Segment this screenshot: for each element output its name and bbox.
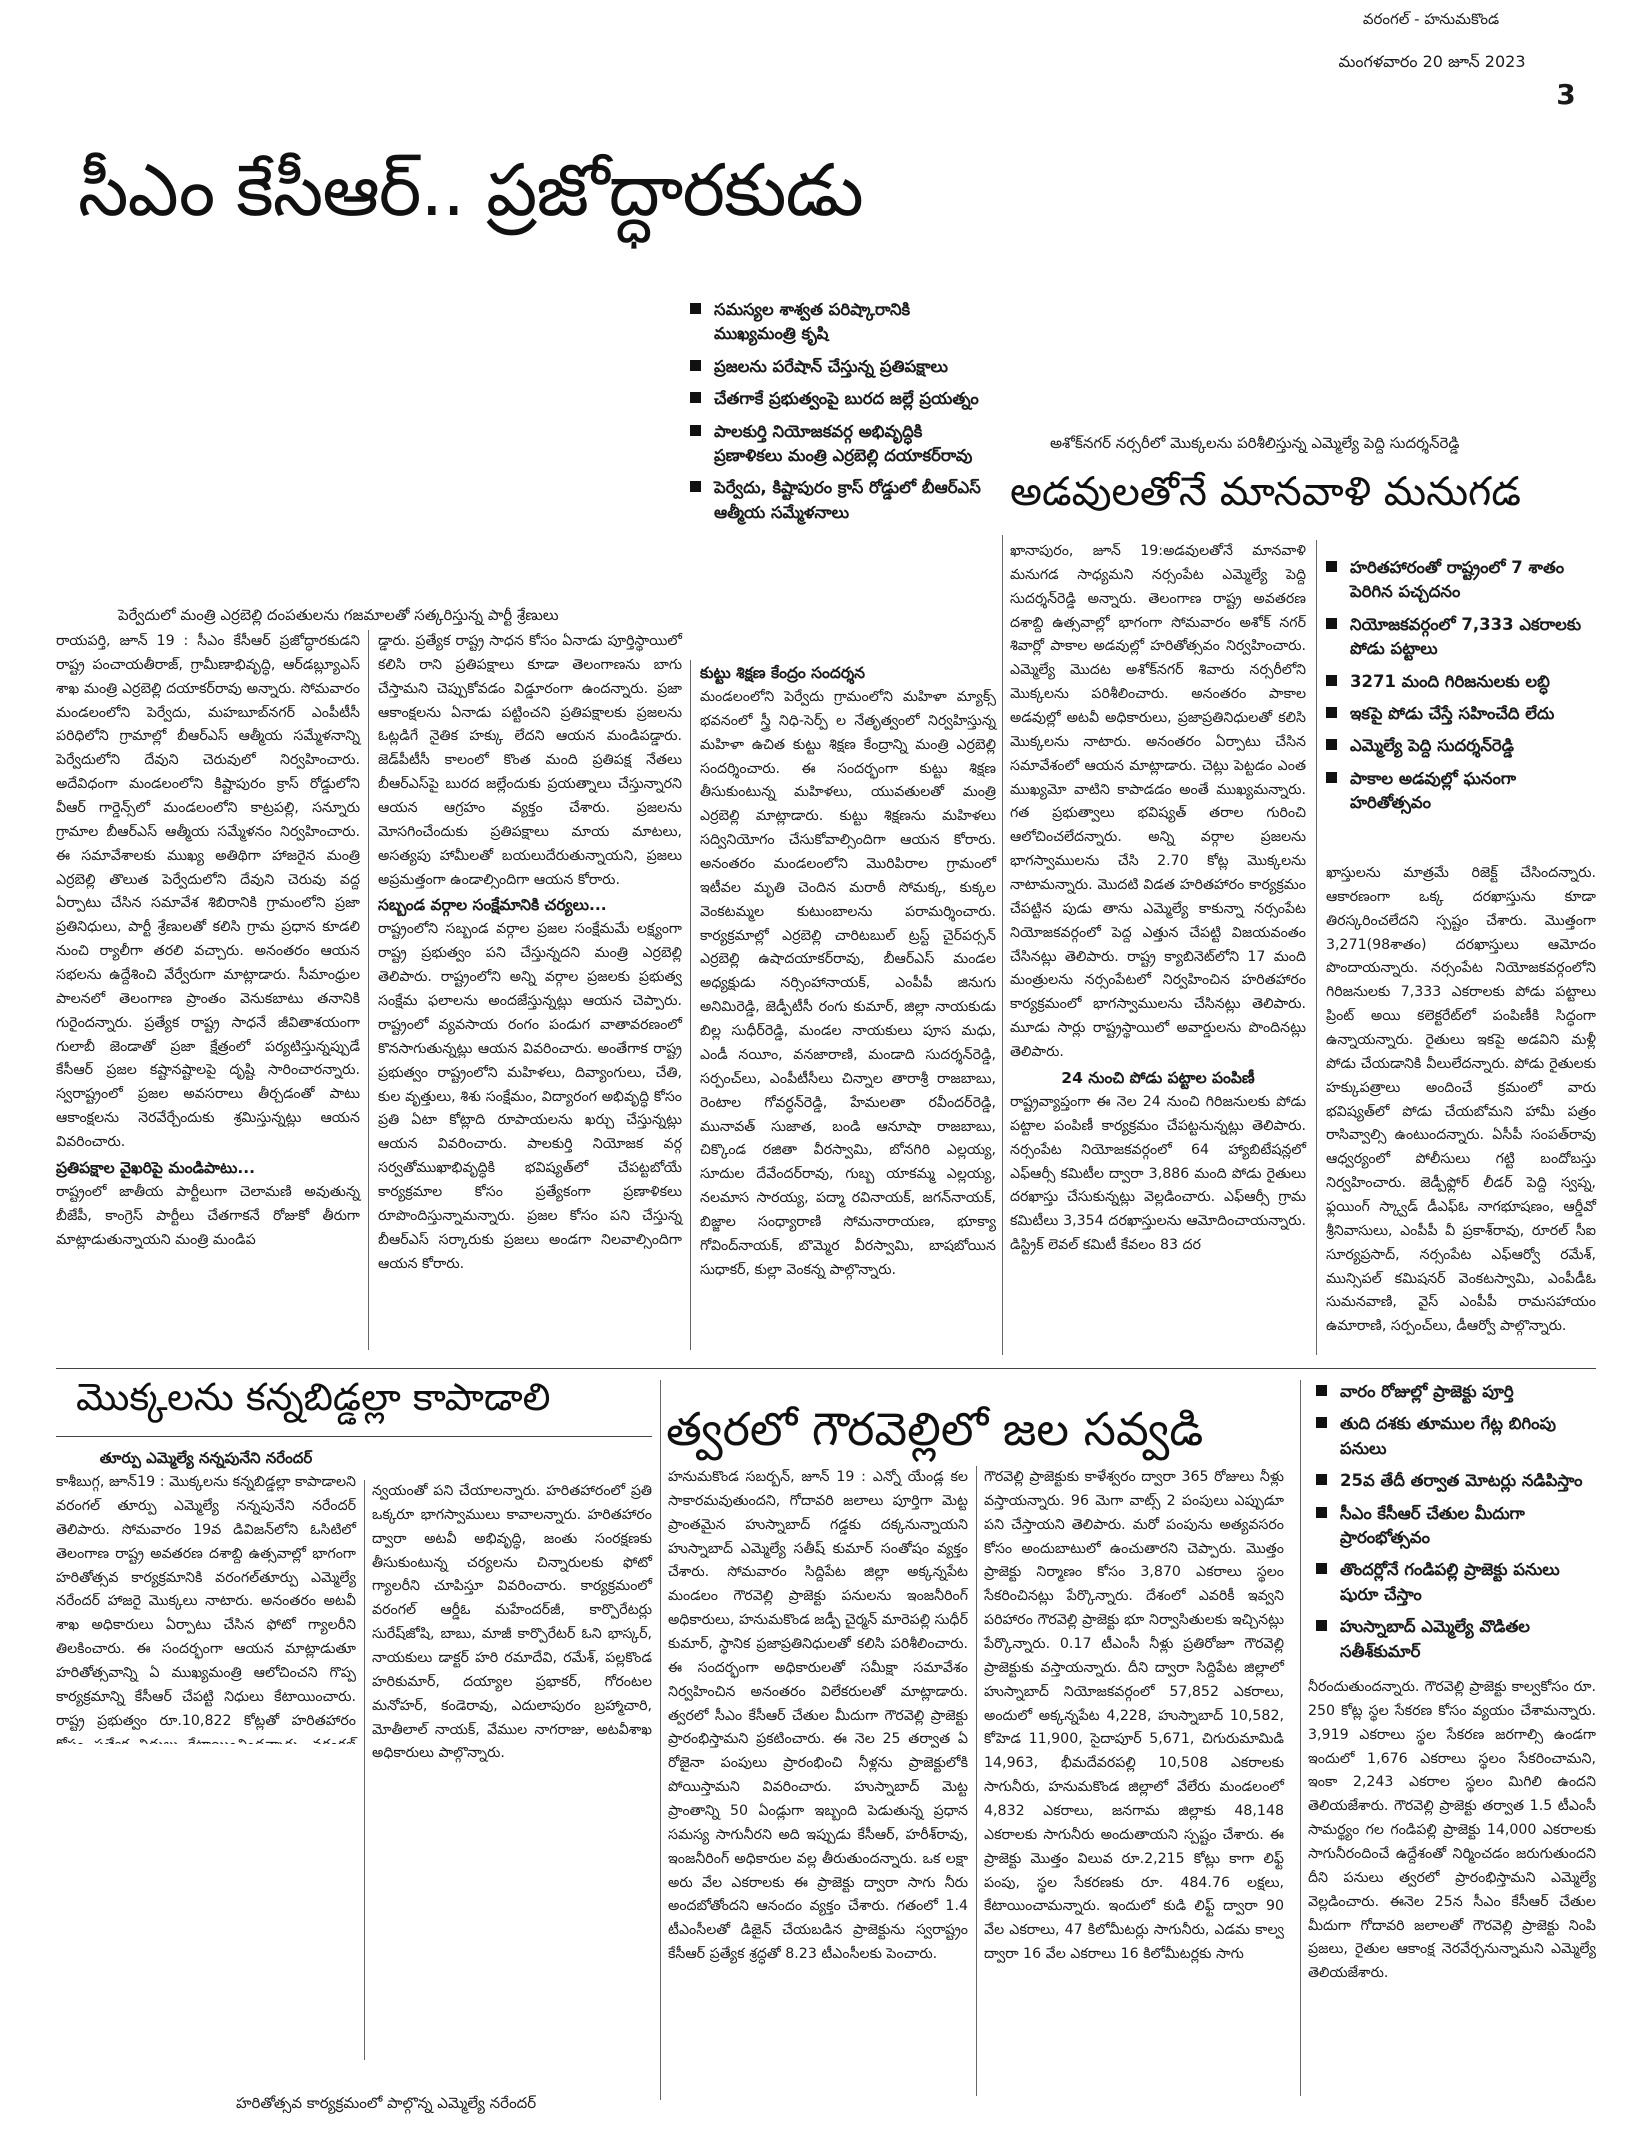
highlight-item: సీఎం కేసీఆర్ చేతుల మీదుగా ప్రారంభోత్సవం [1316,1502,1596,1551]
edition-label: వరంగల్ - హనుమకొండ [1362,10,1500,28]
headline-forests: అడవులతోనే మానవాళి మనుగడ [1010,469,1521,515]
body-text: రాష్ట్రవ్యాప్తంగా ఈ నెల 24 నుంచి గిరిజనులకు పోడు పట్టాల పంపిణీ కార్యక్రమం చేపట్టనున్నట్లు తెలిపారు. నర్సంపేట నియోజకవర్గంలో 64 హ్యాబిటేషన్లలో ఎఫ్ఆర్సీ కమిటీల ద్వారా 3,886 మంది పోడు రైతులు దరఖాస్తు చేసుకున్నట్లు వెల్లడించారు. ఎఫ్ఆర్సీ గ్రామ కమిటీలు 3,354 దరఖాస్తులను ఆమోదించాయన్నారు. డిస్ట్రిక్ లెవల్ కమిటీ కేవలం 83 దర [1010,1093,1306,1254]
body-text: కాశీబుగ్గ, జూన్19 : మొక్కలను కన్నబిడ్డల్లా కాపాడాలని వరంగల్ తూర్పు ఎమ్మెల్యే నన్నపునేని నరేందర్ తెలిపారు. సోమవారం 19వ డివిజన్‌లోని ఓసిటిలో తెలంగాణ రాష్ట్ర అవతరణ దశాబ్ది ఉత్సవాల్లో భాగంగా హరితోత్సవ కార్యక్రమానికి వరంగల్‌తూర్పు ఎమ్మెల్యే నరేందర్ హాజరై మొక్కలు నాటారు. అనంతరం అటవీ శాఖ అధికారులు ఏర్పాటు చేసిన ఫోటో గ్యాలరీని తిలకించారు. ఈ సందర్భంగా ఆయన మాట్లాడుతూ హరితోత్సవాన్ని ఏ ముఖ్యమంత్రి ఆలోచించని గొప్ప కార్యక్రమాన్ని కేసీఆర్ చేపట్టి నిధులు కేటాయించారు. రాష్ట్ర ప్రభుత్వం రూ.10,822 కోట్లతో హరితహారం [56,1474,356,1729]
story-plants-column-2 [372,1480,652,1890]
story-water-column-3 [1308,1676,1596,2096]
story-cm-column-1 [56,630,360,1358]
headline-water: త్వరలో గౌరవెల్లిలో జల సవ్వడి [666,1402,1204,1456]
body-text: మండలంలోని పెర్వేదు గ్రామంలోని మహిళా మ్యాక్స్ భవనంలో స్త్రీ నిధి-సెర్ప్ ల నేతృత్వంలో నిర్వహిస్తున్న మహిళా ఉచిత కుట్టు శిక్షణ కేంద్రాన్ని మంత్రి ఎర్రబెల్లి సందర్శించారు. ఈ సందర్భంగా కుట్టు శిక్షణ తీసుకుంటున్న మహిళలు, యువతులతో మంత్రి ఎర్రబెల్లి మాట్లాడారు. కుట్టు శిక్షణను మహిళలు సద్వినియోగం చేసుకోవాల్సిందిగా ఆయన కోరారు. అనంతరం మండలంలోని మొరిపిరాల గ్రామంలో ఇటీవల మృతి చెందిన మరాఠీ సోమక్క, కుక్కల వెంకటమ్మల కుటుంబాలను పరామర్శించారు. కార్యక్రమాల్లో ఎర్రబెల్లి చారిటబుల్ ట్రస్ట్ చైర్‌పర్సన్ ఎర్రబెల్లి ఉషాదయాకర్‌రావు, బీఆర్ఎస్ మండల అధ్యక్షుడు నర్సింహానాయక్, ఎంపీపీ జినుగు అనిమిరెడ్డి, జెడ్పీటీసీ రంగు కుమార్, జిల్లా నాయకుడు బిల్ల సుధీర్‌రెడ్డి, మండల నాయకులు పూస మధు, ఎండీ నయీం, వనజారాణి, మండాది సుదర్శన్‌రెడ్డి, సర్పంచ్‌లు, ఎంపీటీసీలు చిన్నాల తారాశ్రీ రాజబాబు, రెంటాల గోవర్ధన్‌రెడ్డి, హేమలతా రవీందర్‌రెడ్డి, మునావత్ సుజాత, బండి ఆనూషా రాజబాబు, చిక్కొండ రజితా వీరస్వామి, బోనగిరి ఎల్లయ్య, సూదుల దేవేందర్‌రావు, గుబ్బ యాకమ్మ ఎల్లయ్య, నలమాస సారయ్య, పద్మా రవినాయక్, జగన్‌నాయక్, బిజ్జాల సంధ్యారాణి సోమనారాయణ, భూక్యా గోవింద్‌నాయక్, బొమ్మెర వీరస్వామి, బాషబోయిన సుధాకర్, కుల్లా వెంకన్న పాల్గొన్నారు. [700,689,996,1278]
body-text: ఖాస్తులను మాత్రమే రిజెక్ట్ చేసిందన్నారు. ఆకారణంగా ఒక్క దరఖాస్తును కూడా తిరస్కరించలేదని స్పష్టం చేశారు. మొత్తంగా 3,271(98శాతం) దరఖాస్తులు ఆమోదం పొందాయన్నారు. నర్సంపేట నియోజకవర్గంలోని గిరిజనులకు 7,333 ఎకరాలకు పోడు పట్టాలు ప్రింట్ అయి కలెక్టరేట్‌లో పంపిణీకి సిద్ధంగా ఉన్నాయన్నారు. రైతులు ఇకపై అడవిని మళ్లీ పోడు చేయడానికి వీలులేదన్నారు. పోడు రైతులకు హక్కుపత్రాలు అందించే క్రమంలో వారు భవిష్యత్‌లో పోడు చేయబోమని హామీ పత్రం రాసివ్వాల్సి ఉంటుందన్నారు. ఏసీపీ సంపత్‌రావు ఆధ్వర్యంలో పోలీసులు గట్టి బందోబస్తు నిర్వహించారు. జెడ్పీఫ్లోర్ లీడర్ పెద్ది స్వప్న, ఫ్లయింగ్ స్క్వాడ్ డీఎఫ్ఓ నాగభూషణం, ఆర్డీవో శ్రీనివాసులు, ఎంపీపీ వీ ప్రకాశ్‌రావు, రూరల్ సీఐ సూర్యప్రసాద్, నర్సంపేట ఎఫ్ఆర్వో రమేశ్, మున్సిపల్ కమిషనర్ వెంకటస్వామి, ఎంపీడీఓ సుమనవాణి, వైస్ ఎంపీపీ రామసహాయం ఉమారాణి, సర్పంచ్‌లు, డీఆర్వో పాల్గొన్నారు. [1326,865,1596,1335]
photo-plants-event [56,1744,356,2084]
highlight-item: హరితహారంతో రాష్ట్రంలో 7 శాతం పెరిగిన పచ్చదనం [1326,556,1596,605]
highlights-forest [1326,556,1596,824]
highlight-item: నియోజకవర్గంలో 7,333 ఎకరాలకు పోడు పట్టాలు [1326,613,1596,662]
highlight-item: ఇకపై పోడు చేస్తే సహించేది లేదు [1326,702,1596,726]
highlight-item: సమస్యల శాశ్వత పరిష్కారానికి ముఖ్యమంత్రి కృషి [690,298,990,347]
highlights-cm [690,298,990,533]
highlight-item: వారం రోజుల్లో ప్రాజెక్టు పూర్తి [1316,1380,1596,1404]
body-text: హనుమకొండ సబర్బన్, జూన్ 19 : ఎన్నో యేండ్ల కల సాకారమవుతుందని, గోదావరి జలాలు పూర్తిగా మెట్ట ప్రాంతమైన హుస్నాబాద్ గడ్డకు దక్కనున్నాయని హుస్నాబాద్ ఎమ్మెల్యే సతీష్ కుమార్ సంతోషం వ్యక్తం చేశారు. సోమవారం సిద్దిపేట జిల్లా అక్కన్నపేట మండలం గౌరవెల్లి ప్రాజెక్టు పనులను ఇంజనీరింగ్ అధికారులు, హనుమకొండ జడ్పీ చైర్మన్ మారెపల్లి సుధీర్ కుమార్, స్థానిక ప్రజాప్రతినిధులతో కలిసి పరిశీలించారు. ఈ సందర్భంగా అధికారులతో సమీక్షా సమావేశం నిర్వహించిన అనంతరం విలేకరులతో మాట్లాడారు. త్వరలో సీఎం కేసీఆర్ చేతుల మీదుగా గౌరవెల్లి ప్రాజెక్టు ప్రారంభిస్తామని ప్రకటించారు. ఈ నెల 25 తర్వాత ఏ రోజైనా పంపులు ప్రారంభించి నీళ్లను ప్రాజెక్టులోకి పోయిస్తామని వివరించారు. హుస్నాబాద్ మెట్ట ప్రాంతాన్ని 50 ఏండ్లుగా ఇబ్బంది పెడుతున్న ప్రధాన సమస్య సాగునీరని అది ఇప్పుడు కేసీఆర్, హరీశ్‌రావు, ఇంజనీరింగ్ అధికారుల వల్ల తీరుతుందన్నారు. ఒక లక్షా అరు వేల ఎకరాలకు ఈ ప్రాజెక్టు ద్వారా సాగు నీరు అందబోతోందని ఆనందం వ్యక్తం చేశారు. గతంలో 1.4 టీఎంసీలతో డిజైన్ చేయబడిన ప్రాజెక్టును స్వరాష్ట్రం కేసీఆర్ ప్రత్యేక శ్రద్ధతో 8.23 టీఎంసీలకు పెంచారు. [668,1469,968,1963]
subheading: కుట్టు శిక్షణ కేంద్రం సందర్శన [700,664,866,682]
body-text: రాష్ట్రంలో జాతీయ పార్టీలుగా చెలామణి అవుతున్న బీజేపీ, కాంగ్రెస్ పార్టీలు చేతగాకనే రోజుకో తీరుగా మాట్లాడుతున్నాయని మంత్రి మండిప [56,1183,360,1248]
highlight-item: చేతగాకే ప్రభుత్వంపై బురద జల్లే ప్రయత్నం [690,387,990,411]
story-forest-column-1 [1010,540,1306,1358]
highlight-item: తొందర్లోనే గండిపల్లి ప్రాజెక్టు పనులు షురూ చేస్తాం [1316,1558,1596,1607]
body-text: రాష్ట్రంలోని సబ్బండ వర్గాల ప్రజల సంక్షేమమే లక్ష్యంగా రాష్ట్ర ప్రభుత్వం పని చేస్తున్నదని మంత్రి ఎర్రబెల్లి తెలిపారు. రాష్ట్రంలోని అన్ని వర్గాల ప్రజలకు ప్రభుత్వ సంక్షేమ ఫలాలను అందజేస్తున్నట్లు ఆయన చెప్పారు. రాష్ట్రంలో వ్యవసాయ రంగం పండుగ వాతావరణంలో కొనసాగుతున్నట్లు ఆయన వివరించారు. అంతేగాక రాష్ట్ర ప్రభుత్వం రాష్ట్రంలోని మహిళలు, దివ్యాంగులు, చేతి, కుల వృత్తులు, శిశు సంక్షేమం, విద్యారంగ అభివృద్ధి కోసం ప్రతి ఏటా కోట్లాది రూపాయలను ఖర్చు చేస్తున్నట్లు ఆయన వివరించారు. పాలకుర్తి నియోజక వర్గ సర్వతోముఖాభివృద్ధికి భవిష్యత్‌లో చేపట్టబోయే కార్యక్రమాల కోసం ప్రత్యేకంగా ప్రణాళికలు రూపొందిస్తున్నామన్నారు. ప్రజల కోసం పని చేస్తున్న బీఆర్ఎస్ సర్కారుకు ప్రజలు అండగా నిలవాల్సిందిగా ఆయన కోరారు. [378,921,682,1272]
highlight-item: ఎమ్మెల్యే పెద్ది సుదర్శన్‌రెడ్డి [1326,734,1596,758]
story-water-column-1 [668,1466,968,2096]
story-forest-column-2 [1326,862,1596,1358]
highlight-item: తుది దశకు తూముల గేట్ల బిగింపు పనులు [1316,1412,1596,1461]
body-text: నీరందుతుందన్నారు. గౌరవెల్లి ప్రాజెక్టు కాల్వకోసం రూ. 250 కోట్ల స్థల సేకరణ కోసం వ్యయం చేశామన్నారు. 3,919 ఎకరాలు స్థల సేకరణ జరగాల్సి ఉండగా ఇందులో 1,676 ఎకరాలు స్థలం సేకరించామని, ఇంకా 2,243 ఎకరాల స్థలం మిగిలి ఉందని తెలియజేశారు. గౌరవెల్లి ప్రాజెక్టు తర్వాత 1.5 టీఎంసీ సామర్థ్యం గల గండిపల్లి ప్రాజెక్టు 14,000 ఎకరాలకు సాగునీరందించే ఉద్దేశంతో నిర్మించడం జరుగుతుందని దీని పనులు త్వరలో ప్రారంభిస్తామని ఎమ్మెల్యే వెల్లడించారు. ఈనెల 25న సీఎం కేసీఆర్ చేతుల మీదుగా గోదావరి జలాలతో గౌరవెల్లి ప్రాజెక్టు నింపి ప్రజలు, రైతుల ఆకాంక్ష నెరవేర్చనున్నామని ఎమ్మెల్యే తెలియజేశారు. [1308,1679,1596,1982]
issue-date: మంగళవారం 20 జూన్ 2023 [1338,52,1526,71]
photo-caption-minister: పెర్వేదులో మంత్రి ఎర్రబెల్లి దంపతులను గజమాలతో సత్కరిస్తున్న పార్టీ శ్రేణులు [118,606,559,624]
highlights-water [1316,1380,1596,1672]
photo-mla-nursery [1010,262,1580,422]
highlight-item: హుస్నాబాద్ ఎమ్మెల్యే వొడితల సతీశ్‌కుమార్ [1316,1615,1596,1664]
story-water-column-2 [984,1466,1284,2096]
photo-caption-nursery: అశోక్‌నగర్ నర్సరీలో మొక్కలను పరిశీలిస్తున్న ఎమ్మెల్యే పెద్ది సుదర్శన్‌రెడ్డి [1050,434,1460,452]
subheading: 24 నుంచి పోడు పట్టాల పంపిణీ [1061,1068,1255,1087]
story-plants-column-1 [56,1446,356,1742]
subheading: ప్రతిపక్షాల వైఖరిపై మండిపాటు... [56,1158,256,1177]
byline: తూర్పు ఎమ్మెల్యే నన్నపునేని నరేందర్ [99,1449,313,1467]
highlight-item: పెర్వేదు, కిష్టాపురం క్రాస్ రోడ్డులో బీఆర్ఎస్ ఆత్మీయ సమ్మేళనాలు [690,476,990,525]
photo-caption-plants: హరితోత్సవ కార్యక్రమంలో పాల్గొన్న ఎమ్మెల్యే నరేందర్ [236,2094,537,2112]
highlight-item: 25వ తేదీ తర్వాత మోటర్లు నడిపిస్తాం [1316,1469,1596,1493]
highlight-item: ప్రజలను పరేషాన్ చేస్తున్న ప్రతిపక్షాలు [690,355,990,379]
body-text: గౌరవెల్లి ప్రాజెక్టుకు కాళేశ్వరం ద్వారా 365 రోజులు నీళ్లు వస్తాయన్నారు. 96 మెగా వాట్స్ 2 పంపులు ఎప్పుడూ పని చేస్తాయని తెలిపారు. మరో పంపును అత్యవసరం కోసం అందుబాటులో ఉంచుతారని చెప్పారు. మొత్తం ప్రాజెక్టు నిర్మాణం కోసం 3,870 ఎకరాలు స్థలం సేకరించినట్లు పేర్కొన్నారు. దేశంలో ఎవరికీ ఇవ్వని పరిహారం గౌరవెల్లి ప్రాజెక్టు భూ నిర్వాసితులకు ఇచ్చినట్లు పేర్కొన్నారు. 0.17 టీఎంసీ నీళ్లు ప్రతిరోజూ గౌరవెల్లి ప్రాజెక్టుకు వస్తాయన్నారు. దీని ద్వారా సిద్దిపేట జిల్లాలో హుస్నాబాద్ నియోజకవర్గంలో 57,852 ఎకరాలు, అందులో అక్కన్నపేట 4,228, హుస్నాబాద్ 10,582, కోహెడ 11,900, సైదాపూర్ 5,671, చిగురుమామిడి 14,963, భీమదేవరపల్లి 10,508 ఎకరాలకు సాగునీరు, హనుమకొండ జిల్లాలో వేలేరు మండలంలో 4,832 ఎకరాలు, జనగామ జిల్లాకు 48,148 ఎకరాలకు సాగునీరు అందుతాయని స్పష్టం చేశారు. ఈ ప్రాజెక్టు మొత్తం విలువ రూ.2,215 కోట్లు కాగా లిఫ్ట్ పంపు, స్థల సేకరణకు రూ. 484.76 లక్షలు, కేటాయించామన్నారు. ఇందులో కుడి లిఫ్ట్ ద్వారా 90 వేల ఎకరాలు, 47 కిలోమీటర్లు సాగునీరు, ఎడమ కాల్వ ద్వారా 16 వేల ఎకరాలు 16 కిలోమీటర్లకు సాగు [984,1469,1284,1963]
highlight-item: 3271 మంది గిరిజనులకు లబ్ధి [1326,670,1596,694]
body-text: న్వయంతో పని చేయాలన్నారు. హరితహారంలో ప్రతి ఒక్కరూ భాగస్వాములు కావాలన్నారు. హరితహారం ద్వారా అటవీ అభివృద్ధి, జంతు సంరక్షణకు తీసుకుంటున్న చర్యలను చిన్నారులకు ఫోటో గ్యాలరీని చూపిస్తూ వివరించారు. కార్యక్రమంలో వరంగల్ ఆర్డీఓ మహేందర్‌జీ, కార్పొరేటర్లు సురేష్‌జోషి, బాబు, మాజీ కార్పొరేటర్ ఓని భాస్కర్, నాయకులు డాక్టర్ హరి రమాదేవి, రమేశ్, పల్లకొండ హరికుమార్, దయ్యాల ప్రభాకర్, గోరంటల మనోహర్, కండెరావు, ఎదులాపురం బ్రహ్మాచారి, మోతీలాల్ నాయక్, వేముల నాగరాజు, అటవీశాఖ అధికారులు పాల్గొన్నారు. [372,1483,652,1762]
headline-cm-kcr: సీఎం కేసీఆర్.. ప్రజోద్ధారకుడు [78,148,863,232]
highlight-item: పాలకుర్తి నియోజకవర్గ అభివృద్ధికి ప్రణాళికలు మంత్రి ఎర్రబెల్లి దయాకర్‌రావు [690,420,990,469]
story-cm-column-3 [700,660,996,1358]
page-number: 3 [1556,78,1576,111]
body-text: ఖానాపురం, జూన్ 19:అడవులతోనే మానవాళి మనుగడ సాధ్యమని నర్సంపేట ఎమ్మెల్యే పెద్ది సుదర్శన్‌రెడ్డి అన్నారు. తెలంగాణ రాష్ట్ర అవతరణ దశాబ్ది ఉత్సవాల్లో భాగంగా సోమవారం అశోక్ నగర్ శివార్లో పాకాల అడవుల్లో హరితోత్సవం నిర్వహించారు. ఎమ్మెల్యే మొదట అశోక్‌నగర్ శివారు నర్సరీలోని మొక్కలను పరిశీలించారు. అనంతరం పాకాల అడవుల్లో అటవీ అధికారులు, ప్రజాప్రతినిధులతో కలిసి మొక్కలను నాటారు. అనంతరం ఏర్పాటు చేసిన సమావేశంలో ఆయన మాట్లాడారు. చెట్లు పెట్టడం ఎంత ముఖ్యమో వాటిని కాపాడడం అంతే ముఖ్యమన్నారు. గత ప్రభుత్వాలు భవిష్యత్ తరాల గురించి ఆలోచించలేదన్నారు. అన్ని వర్గాల ప్రజలను భాగస్వాములను చేసి 2.70 కోట్ల మొక్కలను నాటామన్నారు. మొదటి విడత హరితహారం కార్యక్రమం చేపట్టిన పుడు తాను ఎమ్మెల్యే కాకున్నా నర్సంపేట నియోజకవర్గంలో పెద్ద ఎత్తున చేపట్టి విజయవంతం చేసినట్లు తెలిపారు. రాష్ట్ర క్యాబినెట్‌లోని 17 మంది మంత్రులను నర్సంపేటలో నిర్వహించిన హరితహారం కార్యక్రమంలో భాగస్వాములను చేసినట్లు తెలిపారు. మూడు సార్లు రాష్ట్రస్థాయిలో అవార్డులను పొందినట్లు తెలిపారు. [1010,543,1306,1061]
headline-plants: మొక్కలను కన్నబిడ్డల్లా కాపాడాలి [76,1375,551,1419]
subheading: సబ్బండ వర్గాల సంక్షేమానికి చర్యలు... [378,896,607,915]
photo-minister-felicitation [60,262,680,592]
highlight-item: పాకాల అడవుల్లో ఘనంగా హరితోత్సవం [1326,767,1596,816]
body-text: రాయపర్తి, జూన్ 19 : సీఎం కేసీఆర్ ప్రజోద్ధారకుడని రాష్ట్ర పంచాయతీరాజ్, గ్రామీణాభివృద్ధి, ఆర్‌డబ్ల్యూఎస్ శాఖ మంత్రి ఎర్రబెల్లి దయాకర్‌రావు అన్నారు. సోమవారం మండలంలోని పెర్వేదు, మహబూబ్‌నగర్ ఎంపీటీసీ పరిధిలోని గ్రామాల్లో బీఆర్ఎస్ ఆత్మీయ సమ్మేళనాన్ని పెర్వేదులోని దేవుని చెరువులో నిర్వహించారు. అదేవిధంగా మండలంలోని కిష్టాపురం క్రాస్ రోడ్డులోని వీఆర్ గార్డెన్స్‌లో మండలంలోని కాట్రపల్లి, సన్నూరు గ్రామాల బీఆర్ఎస్ ఆత్మీయ సమ్మేళనం నిర్వహించారు. ఈ సమావేశాలకు ముఖ్య అతిథిగా హాజరైన మంత్రి ఎర్రబెల్లి తొలుత పెర్వేదులోని దేవుని చెరువు వద్ద ఏర్పాటు చేసిన సమావేశ శిబిరానికి గ్రామంలోని ప్రజా ప్రతినిధులు, పార్టీ శ్రేణులతో కలిసి గ్రామ ప్రధాన కూడలి నుంచి ర్యాలీగా తరలి వచ్చారు. అనంతరం ఆయన సభలను ఉద్దేశించి వేర్వేరుగా మాట్లాడారు. సీమాంధ్రుల పాలనలో తెలంగాణ ప్రాంతం వెనుకబాటు తనానికి గురైందన్నారు. ప్రత్యేక రాష్ట్ర సాధనే జీవితాశయంగా గులాబీ జెండాతో ప్రజా క్షేత్రంలో పర్యటిస్తున్నప్పుడే కేసీఆర్ ప్రజల కష్టానష్టాలపై దృష్టి సారించారన్నారు. స్వరాష్ట్రంలో ప్రజల అవసరాలు తీర్చడంతో పాటు ఆకాంక్షలను నెరవేర్చేందుకు శ్రమిస్తున్నట్లు ఆయన వివరించారు. [56,633,360,1151]
body-text: డ్డారు. ప్రత్యేక రాష్ట్ర సాధన కోసం ఏనాడు పూర్తిస్థాయిలో కలిసి రాని ప్రతిపక్షాలు కూడా తెలంగాణను బాగు చేస్తామని చెప్పుకోవడం విడ్డూరంగా ఉందన్నారు. ప్రజా ఆకాంక్షలను ఏనాడు పట్టించని ప్రతిపక్షాలకు ప్రజలను ఓట్లడిగే నైతిక హక్కు లేదని ఆయన మండిపడ్డారు. జెడ్‌పీటీసీ కాలంలో కొంత మంది ప్రతిపక్ష నేతలు బీఆర్ఎస్‌పై బురద జల్లేందుకు ప్రయత్నాలు చేస్తున్నారని ఆయన ఆగ్రహం వ్యక్తం చేశారు. ప్రజలను మోసగించేందుకు ప్రతిపక్షాలు మాయ మాటలు, అసత్యపు హామీలతో బయలుదేరుతున్నాయని, ప్రజలు అప్రమత్తంగా ఉండాల్సిందిగా ఆయన కోరారు. [378,633,682,888]
story-cm-column-2 [378,630,682,1358]
